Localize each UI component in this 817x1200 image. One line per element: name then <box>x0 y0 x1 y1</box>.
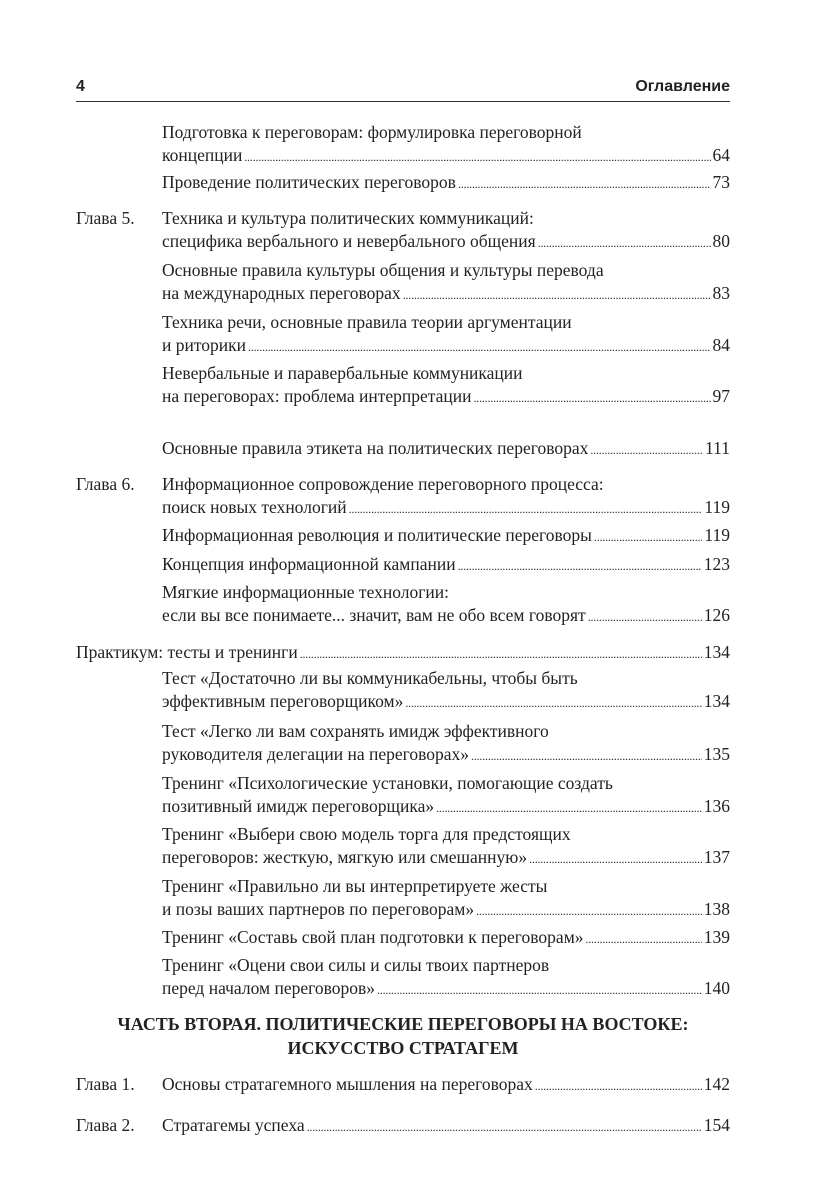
dot-leader <box>458 173 711 196</box>
page-ref: 140 <box>703 978 730 998</box>
toc-entry[interactable] <box>76 171 730 196</box>
toc-entry[interactable] <box>76 823 730 871</box>
entry-title-line: позитивный имидж переговорщика» <box>162 796 435 816</box>
chapter-label: Глава 6. <box>76 474 135 494</box>
toc-entry[interactable] <box>76 667 730 715</box>
dot-leader <box>586 928 702 951</box>
dot-leader <box>594 526 702 549</box>
page-ref: 83 <box>712 283 730 303</box>
entry-title-line: концепции <box>162 145 243 165</box>
entry-title-line: Тренинг «Правильно ли вы интерпретируете жесты <box>162 876 548 896</box>
toc-entry[interactable] <box>76 473 730 521</box>
toc-entry[interactable] <box>76 641 730 666</box>
dot-leader <box>405 692 701 715</box>
dot-leader <box>248 336 710 359</box>
page-number: 4 <box>76 78 85 95</box>
dot-leader <box>588 606 702 629</box>
entry-title-line: Невербальные и паравербальные коммуникации <box>162 363 523 383</box>
toc-entry[interactable] <box>76 875 730 923</box>
toc-entry[interactable] <box>76 524 730 549</box>
dot-leader <box>377 979 702 1002</box>
page-ref: 134 <box>703 691 730 711</box>
page-ref: 80 <box>712 231 730 251</box>
entry-title-line: Основные правила культуры общения и культуры перевода <box>162 260 604 280</box>
page-ref: 84 <box>712 335 730 355</box>
toc-entry[interactable] <box>76 121 730 169</box>
entry-title-line: Мягкие информационные технологии: <box>162 582 450 602</box>
dot-leader <box>349 498 703 521</box>
page-ref: 138 <box>703 899 730 919</box>
page-ref: 126 <box>703 605 730 625</box>
toc-entry[interactable] <box>76 954 730 1002</box>
entry-title-line: на международных переговорах <box>162 283 401 303</box>
toc-entry[interactable] <box>76 362 730 410</box>
running-title: Оглавление <box>635 78 730 95</box>
dot-leader <box>403 284 711 307</box>
dot-leader <box>436 797 702 820</box>
entry-title-line: Тренинг «Оцени свои силы и силы твоих партнеров <box>162 955 550 975</box>
entry-title-line: Основные правила этикета на политических переговорах <box>162 438 589 458</box>
toc-entry[interactable] <box>76 311 730 359</box>
page-ref: 135 <box>703 744 730 764</box>
dot-leader <box>244 146 710 169</box>
toc-entry[interactable] <box>76 1073 730 1098</box>
entry-title-line: Информационная революция и политические переговоры <box>162 525 592 545</box>
toc-entry[interactable] <box>76 926 730 951</box>
dot-leader <box>473 387 710 410</box>
page-ref: 137 <box>703 847 730 867</box>
entry-title-line: эффективным переговорщиком» <box>162 691 404 711</box>
entry-title-line: и риторики <box>162 335 247 355</box>
entry-title-line: поиск новых технологий <box>162 497 347 517</box>
entry-title-line: на переговорах: проблема интерпретации <box>162 386 472 406</box>
entry-title-line: руководителя делегации на переговорах» <box>162 744 470 764</box>
page-ref: 142 <box>703 1074 730 1094</box>
entry-title-line: специфика вербального и невербального общения <box>162 231 536 251</box>
entry-title-line: Техника и культура политических коммуникаций: <box>162 208 534 228</box>
toc-entry[interactable] <box>76 207 730 255</box>
entry-title-line: Тест «Легко ли вам сохранять имидж эффективного <box>162 721 549 741</box>
page-ref: 134 <box>703 642 730 662</box>
dot-leader <box>471 745 702 768</box>
page-ref: 97 <box>712 386 730 406</box>
dot-leader <box>476 900 702 923</box>
entry-title-line: Основы стратагемного мышления на переговорах <box>162 1074 533 1094</box>
toc-entry[interactable] <box>76 259 730 307</box>
part-two-heading <box>76 1012 730 1060</box>
chapter-label: Глава 1. <box>76 1074 135 1094</box>
dot-leader <box>590 439 703 462</box>
part-two-line1: ЧАСТЬ ВТОРАЯ. ПОЛИТИЧЕСКИЕ ПЕРЕГОВОРЫ НА ВОСТОКЕ: <box>117 1014 689 1034</box>
header-rule <box>76 101 730 102</box>
entry-title-line: Подготовка к переговорам: формулировка переговорной <box>162 122 582 142</box>
toc-entry[interactable] <box>76 720 730 768</box>
part-two-line2: ИСКУССТВО СТРАТАГЕМ <box>287 1038 519 1058</box>
toc-entry[interactable] <box>76 772 730 820</box>
entry-title-line: Тренинг «Выбери свою модель торга для предстоящих <box>162 824 571 844</box>
entry-title-line: Тест «Достаточно ли вы коммуникабельны, чтобы быть <box>162 668 578 688</box>
dot-leader <box>529 848 702 871</box>
entry-title-line: Техника речи, основные правила теории аргументации <box>162 312 572 332</box>
entry-title-line: переговоров: жесткую, мягкую или смешанную» <box>162 847 528 867</box>
dot-leader <box>535 1075 702 1098</box>
toc-entry[interactable] <box>76 437 730 462</box>
toc-entry[interactable] <box>76 581 730 629</box>
entry-title-line: и позы ваших партнеров по переговорам» <box>162 899 475 919</box>
page-ref: 154 <box>703 1115 730 1135</box>
entry-title-line: Информационное сопровождение переговорного процесса: <box>162 474 604 494</box>
entry-title-line: Тренинг «Составь свой план подготовки к переговорам» <box>162 927 584 947</box>
entry-title-line: Тренинг «Психологические установки, помогающие создать <box>162 773 613 793</box>
chapter-label: Глава 2. <box>76 1115 135 1135</box>
entry-title-line: Стратагемы успеха <box>162 1115 305 1135</box>
page-ref: 119 <box>704 525 730 545</box>
toc-entry[interactable] <box>76 1114 730 1139</box>
dot-leader <box>458 555 702 578</box>
dot-leader <box>538 232 711 255</box>
entry-title-line: Практикум: тесты и тренинги <box>76 642 298 662</box>
page-ref: 136 <box>703 796 730 816</box>
page-ref: 123 <box>703 554 730 574</box>
dot-leader <box>300 643 702 666</box>
entry-title-line: Проведение политических переговоров <box>162 172 456 192</box>
page-ref: 64 <box>712 145 730 165</box>
page-ref: 139 <box>703 927 730 947</box>
page-ref: 111 <box>705 438 730 458</box>
page-ref: 73 <box>712 172 730 192</box>
dot-leader <box>307 1116 702 1139</box>
entry-title-line: Концепция информационной кампании <box>162 554 456 574</box>
page-ref: 119 <box>704 497 730 517</box>
chapter-label: Глава 5. <box>76 208 135 228</box>
entry-title-line: перед началом переговоров» <box>162 978 375 998</box>
toc-entry[interactable] <box>76 553 730 578</box>
entry-title-line: если вы все понимаете... значит, вам не обо всем говорят <box>162 605 586 625</box>
